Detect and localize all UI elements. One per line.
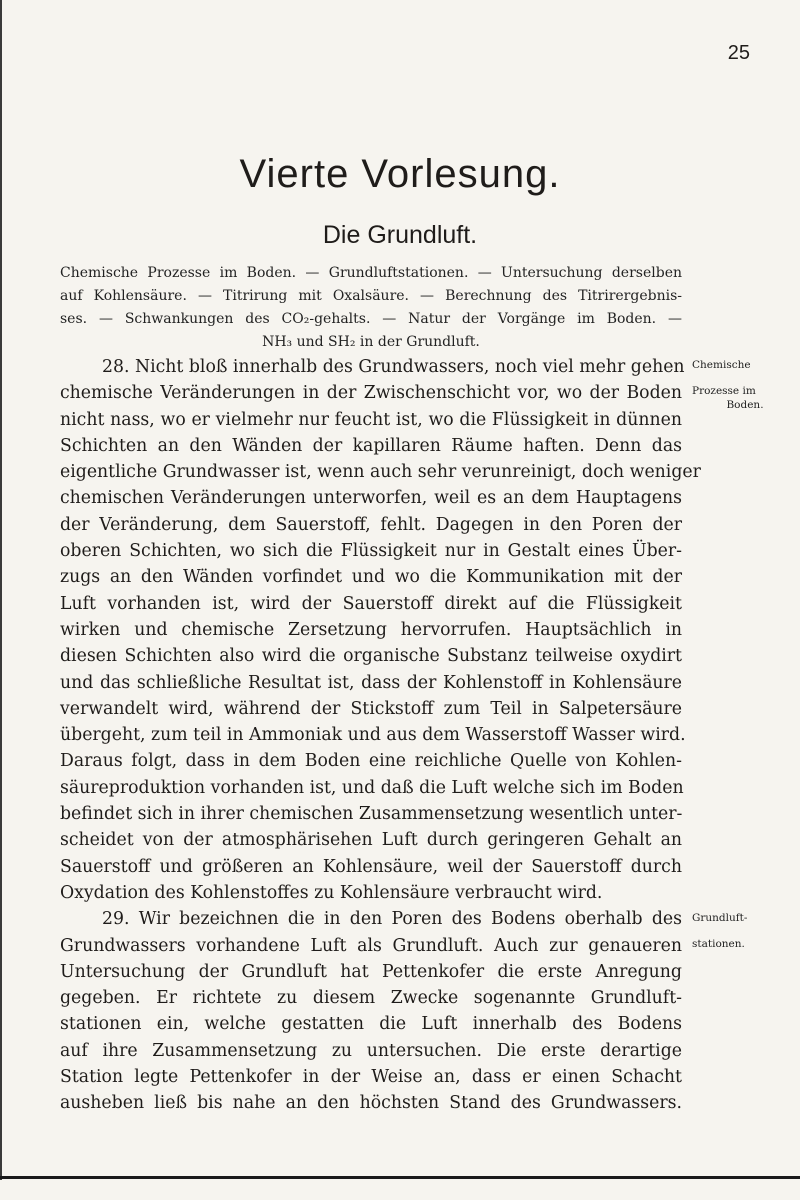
paragraph-28-start: 28. Nicht bloß innerhalb des Grundwassers, noch viel mehr gehen	[102, 357, 685, 377]
text-line: wirken und chemische Zersetzung hervorrufen. Hauptsächlich in	[60, 619, 682, 640]
text-line: Oxydation des Kohlenstoffes zu Kohlensäure verbraucht wird.	[60, 882, 603, 903]
text-line: nicht nass, wo er vielmehr nur feucht ist, wo die Flüssigkeit in dünnen	[60, 409, 682, 430]
text-line: Station legte Pettenkofer in der Weise an, dass er einen Schacht	[60, 1067, 682, 1088]
page-number: 25	[727, 42, 750, 64]
text-line: der Veränderung, dem Sauerstoff, fehlt. Dagegen in den Poren der	[60, 514, 682, 535]
text-line: chemische Veränderungen in der Zwischenschicht vor, wo der Boden	[60, 383, 682, 404]
margin-note-line: Prozesse im	[692, 385, 756, 397]
text-line: diesen Schichten also wird die organische Substanz teilweise oxydirt	[60, 646, 682, 667]
margin-note-line: Grundluft-	[692, 912, 748, 924]
text-line: Luft vorhanden ist, wird der Sauerstoff direkt auf die Flüssigkeit	[60, 593, 682, 614]
text-line: säureproduktion vorhanden ist, und daß die Luft welche sich im Boden	[60, 777, 684, 798]
summary-line: Chemische Prozesse im Boden. — Grundluftstationen. — Untersuchung derselben	[60, 265, 682, 281]
text-line: Untersuchung der Grundluft hat Pettenkofer die erste Anregung	[60, 961, 682, 982]
text-line: eigentliche Grundwasser ist, wenn auch sehr verunreinigt, doch weniger	[60, 462, 701, 483]
paragraph-29-start: 29. Wir bezeichnen die in den Poren des Bodens oberhalb des	[102, 909, 682, 930]
text-line: und das schließliche Resultat ist, dass der Kohlenstoff in Kohlensäure	[60, 672, 682, 693]
summary-line: NH₃ und SH₂ in der Grundluft.	[262, 334, 480, 350]
text-line: ausheben ließ bis nahe an den höchsten Stand des Grundwassers.	[60, 1093, 682, 1114]
text-line: befindet sich in ihrer chemischen Zusammensetzung wesentlich unter-	[60, 804, 683, 825]
body-text	[60, 354, 701, 1117]
text-line: oberen Schichten, wo sich die Flüssigkeit nur in Gestalt eines Über-	[60, 541, 682, 562]
text-line: chemischen Veränderungen unterworfen, weil es an dem Hauptagens	[60, 488, 682, 509]
margin-note-line: stationen.	[692, 938, 745, 950]
chapter-summary	[60, 262, 682, 354]
text-line: scheidet von der atmosphärisehen Luft durch geringeren Gehalt an	[60, 830, 682, 851]
bottom-rule	[0, 1176, 800, 1179]
summary-line: auf Kohlensäure. — Titrirung mit Oxalsäure. — Berechnung des Titrirergebnis-	[60, 288, 682, 304]
lecture-title: Vierte Vorlesung.	[239, 152, 561, 196]
text-line: Daraus folgt, dass in dem Boden eine reichliche Quelle von Kohlen-	[60, 751, 682, 772]
margin-note-line: Boden.	[726, 399, 764, 411]
text-line: Schichten an den Wänden der kapillaren Räume haften. Denn das	[60, 435, 682, 456]
text-line: gegeben. Er richtete zu diesem Zwecke sogenannte Grundluft-	[60, 988, 682, 1009]
text-line: Sauerstoff und größeren an Kohlensäure, weil der Sauerstoff durch	[60, 856, 682, 877]
text-line: verwandelt wird, während der Stickstoff zum Teil in Salpetersäure	[60, 698, 682, 719]
chapter-subtitle: Die Grundluft.	[322, 221, 478, 249]
margin-note-chemische-prozesse	[692, 358, 798, 412]
text-line: auf ihre Zusammensetzung zu untersuchen. Die erste derartige	[60, 1040, 682, 1061]
text-line: zugs an den Wänden vorfindet und wo die Kommunikation mit der	[60, 567, 682, 588]
margin-note-line: Chemische	[692, 359, 751, 371]
text-line: stationen ein, welche gestatten die Luft innerhalb des Bodens	[60, 1014, 682, 1035]
summary-line: ses. — Schwankungen des CO₂-gehalts. — Natur der Vorgänge im Boden. —	[60, 311, 682, 327]
text-line: übergeht, zum teil in Ammoniak und aus dem Wasserstoff Wasser wird.	[60, 725, 686, 746]
text-line: Grundwassers vorhandene Luft als Grundluft. Auch zur genaueren	[60, 935, 682, 956]
margin-note-grundluftstationen	[692, 911, 798, 951]
